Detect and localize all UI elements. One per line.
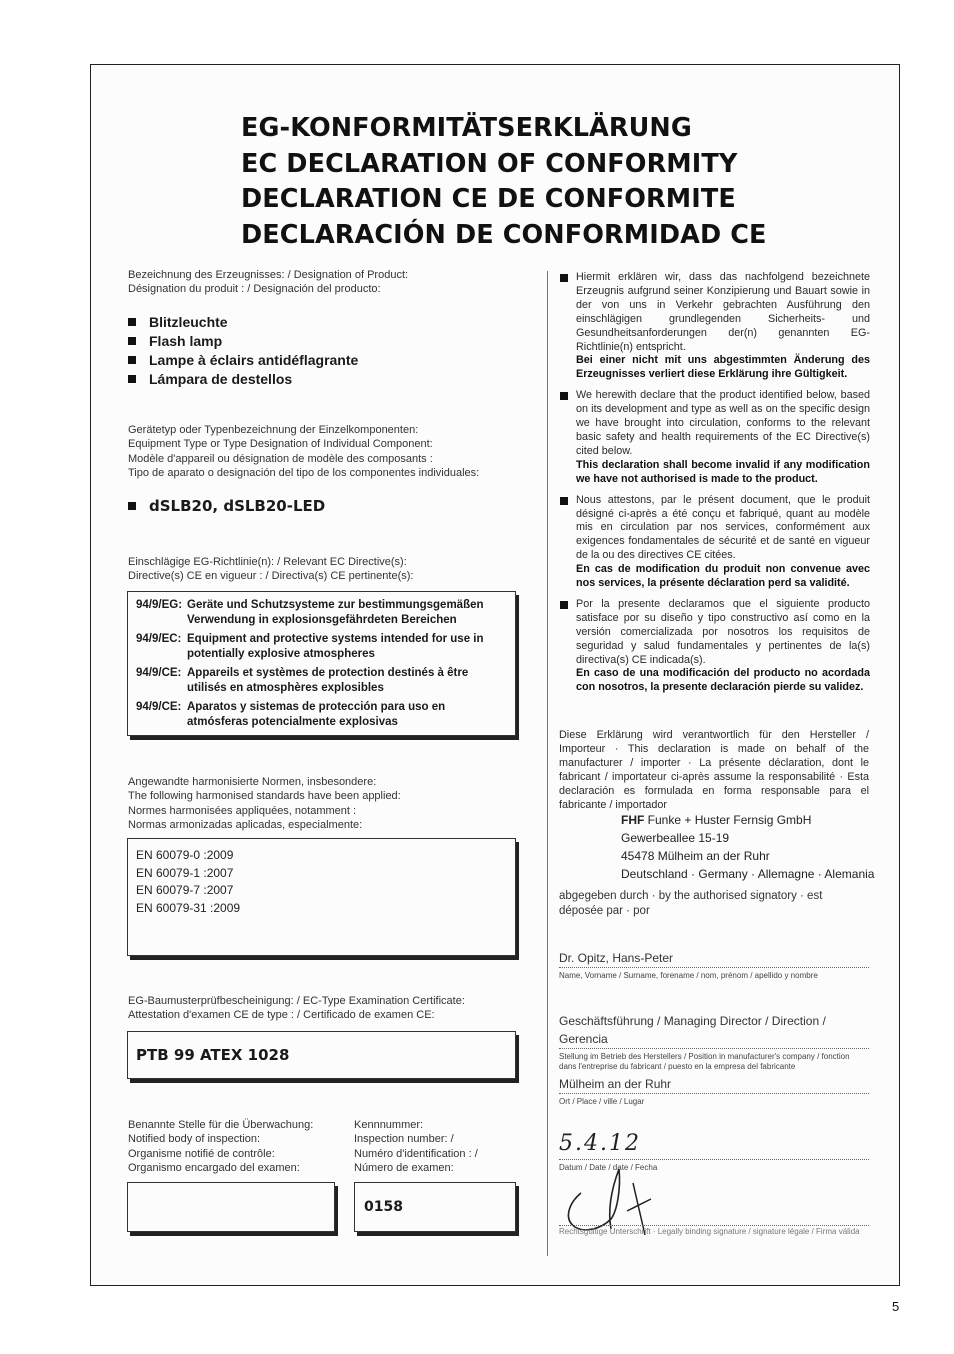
place-block [559,1075,869,1107]
declaration-es: Por la presente declaramos que el siguiente producto satisface por su diseño y tipo constructivo así como en la versión comercializada por nosotros los requisitos de seguridad y salud fundamentales y pertinentes de la(s) directiva(s) CE indicada(s). En caso de una modificación del producto no acordada con nosotros, la presente declaración pierde su validez. [560,598,870,695]
title-en: EC DECLARATION OF CONFORMITY [241,148,738,179]
date-caption: Datum / Date / date / Fecha [559,1163,658,1172]
standards-box [127,838,516,956]
declaration-de: Hiermit erklären wir, dass das nachfolgend bezeichnete Erzeugnis aufgrund seiner Konzipierung und Bauart sowie in der von uns in Verkehr gebrachten Ausführung den einschlägigen grundlegenden Sicherheits- und Gesundheitsanforderungen der(n) genannten EG-Richtlinie(n) entspricht. Bei einer nicht mit uns abgestimmten Änderung des Erzeugnisses verliert diese Erklärung ihre Gültigkeit. [560,271,870,382]
position-value: Geschäftsführung / Managing Director / Direction / Gerencia [559,1012,869,1049]
product-name: Flash lamp [128,332,358,351]
product-name: Blitzleuchte [128,313,358,332]
inspection-number-box [354,1182,516,1232]
notified-body-box [127,1182,335,1232]
signatory-label: abgegeben durch · by the authorised signatory · est déposée par · por [559,890,823,917]
type-value-row [128,497,325,516]
place-caption: Ort / Place / ville / Lugar [559,1097,645,1106]
signer-name-block [559,949,869,981]
product-names [128,313,358,389]
directive-row: 94/9/CE: Aparatos y sistemas de protección para uso en atmósferas potencialmente explosivas [136,701,446,728]
inspection-label: Kennnummer: Inspection number: / Numéro d'identification : / Número de examen: [354,1119,478,1175]
directive-row: 94/9/CE: Appareils et systèmes de protection destinés à être utilisés en atmosphères explosibles [136,667,469,694]
bullet-icon [128,337,136,345]
standard-item: EN 60079-31 :2009 [136,900,241,915]
title-de: EG-KONFORMITÄTSERKLÄRUNG [241,113,692,143]
cert-box [127,1031,516,1079]
position-caption: Stellung im Betrieb des Herstellers / Position in manufacturer's company / fonction dans l'entreprise du fabricant / puesto en la empresa del fabricante [559,1052,850,1071]
position-block [559,1012,869,1072]
street: Gewerbeallee 15-19 [621,831,730,845]
directives-box [127,591,516,736]
bullet-icon [128,356,136,364]
signature-icon [561,1159,671,1235]
directive-row: 94/9/EG: Geräte und Schutzsysteme zur bestimmungsgemäßen Verwendung in explosionsgefährdeten Bereichen [136,599,484,626]
bullet-icon [560,497,568,505]
notified-label: Benannte Stelle für die Überwachung: Notified body of inspection: Organisme notifié de contrôle: Organismo encargado del examen: [128,1119,314,1175]
standard-item: EN 60079-0 :2009 [136,848,234,862]
manufacturer-address [621,811,931,883]
signature-block [559,1225,869,1237]
directive-label: Einschlägige EG-Richtlinie(n): / Relevant EC Directive(s): Directive(s) CE en vigueur : / Directiva(s) CE pertinente(s): [128,556,414,583]
standards-label: Angewandte harmonisierte Normen, insbesondere: The following harmonised standards have been applied: Normes harmonisées appliquées, notamment : Normas armonizadas aplicadas, especialmente: [128,776,401,832]
declaration-frame [90,64,900,1286]
brand-name: FHF [621,813,645,827]
signature-caption: Rechtsgültige Unterschrift · Legally binding signature / signature légale / Firma válida [559,1227,860,1236]
bullet-icon [560,274,568,282]
company-name: Funke + Huster Fernsig GmbH [647,813,812,827]
inspection-value: 0158 [364,1199,403,1215]
bullet-icon [128,375,136,383]
declarations [560,271,870,695]
column-divider [547,271,548,1256]
cert-value: PTB 99 ATEX 1028 [136,1046,290,1064]
type-value: dSLB20, dSLB20-LED [149,497,326,515]
signer-name-caption: Name, Vorname / Surname, forename / nom, prénom / apellido y nombre [559,971,818,980]
title-block [241,111,767,253]
declaration-en: We herewith declare that the product identified below, based on its development and type as well as on the specific design we have brought into circulation, conforms to the relevant basic safety and health requirements of the EC Directive(s) cited below. This declaration shall become invalid if any modification we have not authorised is made to the product. [560,389,870,486]
declaration-fr: Nous attestons, par le présent document, que le produit désigné ci-après a été conçu et fabriqué, quant au modèle mis en circulation par nos services, conformément aux exigences fondamentales de sécurité et de santé en vigueur de la ou des directives CE citées. En cas de modification du produit non convenue avec nos services, la présente déclaration perd sa validité. [560,494,870,591]
signer-name: Dr. Opitz, Hans-Peter [559,949,869,968]
bullet-icon [560,392,568,400]
bullet-icon [128,318,136,326]
product-name: Lámpara de destellos [128,370,358,389]
title-fr: DECLARATION CE DE CONFORMITE [241,184,736,214]
city: 45478 Mülheim an der Ruhr [621,849,770,863]
directive-row: 94/9/EC: Equipment and protective systems intended for use in potentially explosive atmospheres [136,633,484,660]
cert-label: EG-Baumusterprüfbescheinigung: / EC-Type Examination Certificate: Attestation d'examen CE de type : / Certificado de examen CE: [128,995,465,1022]
page-number: 5 [892,1299,900,1314]
country: Deutschland · Germany · Allemagne · Alemania [621,867,875,881]
date-value: 5.4.12 [559,1129,869,1160]
place-value: Mülheim an der Ruhr [559,1075,869,1094]
product-label: Bezeichnung des Erzeugnisses: / Designation of Product: Désignation du produit : / Designación del producto: [128,269,409,296]
responsibility-text: Diese Erklärung wird verantwortlich für den Hersteller / Importeur · This declaration is made on behalf of the manufacturer / importer · La présente déclaration, dont le fabricant / importateur ci-après assume la responsabilité · Esta declaración es formulada en forma responsable para el fabricante / importador [559,729,869,811]
product-name: Lampe à éclairs antidéflagrante [128,351,358,370]
bullet-icon [128,502,136,510]
bullet-icon [560,601,568,609]
title-es: DECLARACIÓN DE CONFORMIDAD CE [241,219,767,250]
type-label: Gerätetyp oder Typenbezeichnung der Einzelkomponenten: Equipment Type or Type Designation of Individual Component: Modèle d'appareil ou désignation de modèle des composants : Tipo de aparato o designación del tipo de los componentes individuales: [128,424,480,480]
standard-item: EN 60079-7 :2007 [136,883,234,898]
standard-item: EN 60079-1 :2007 [136,865,234,880]
